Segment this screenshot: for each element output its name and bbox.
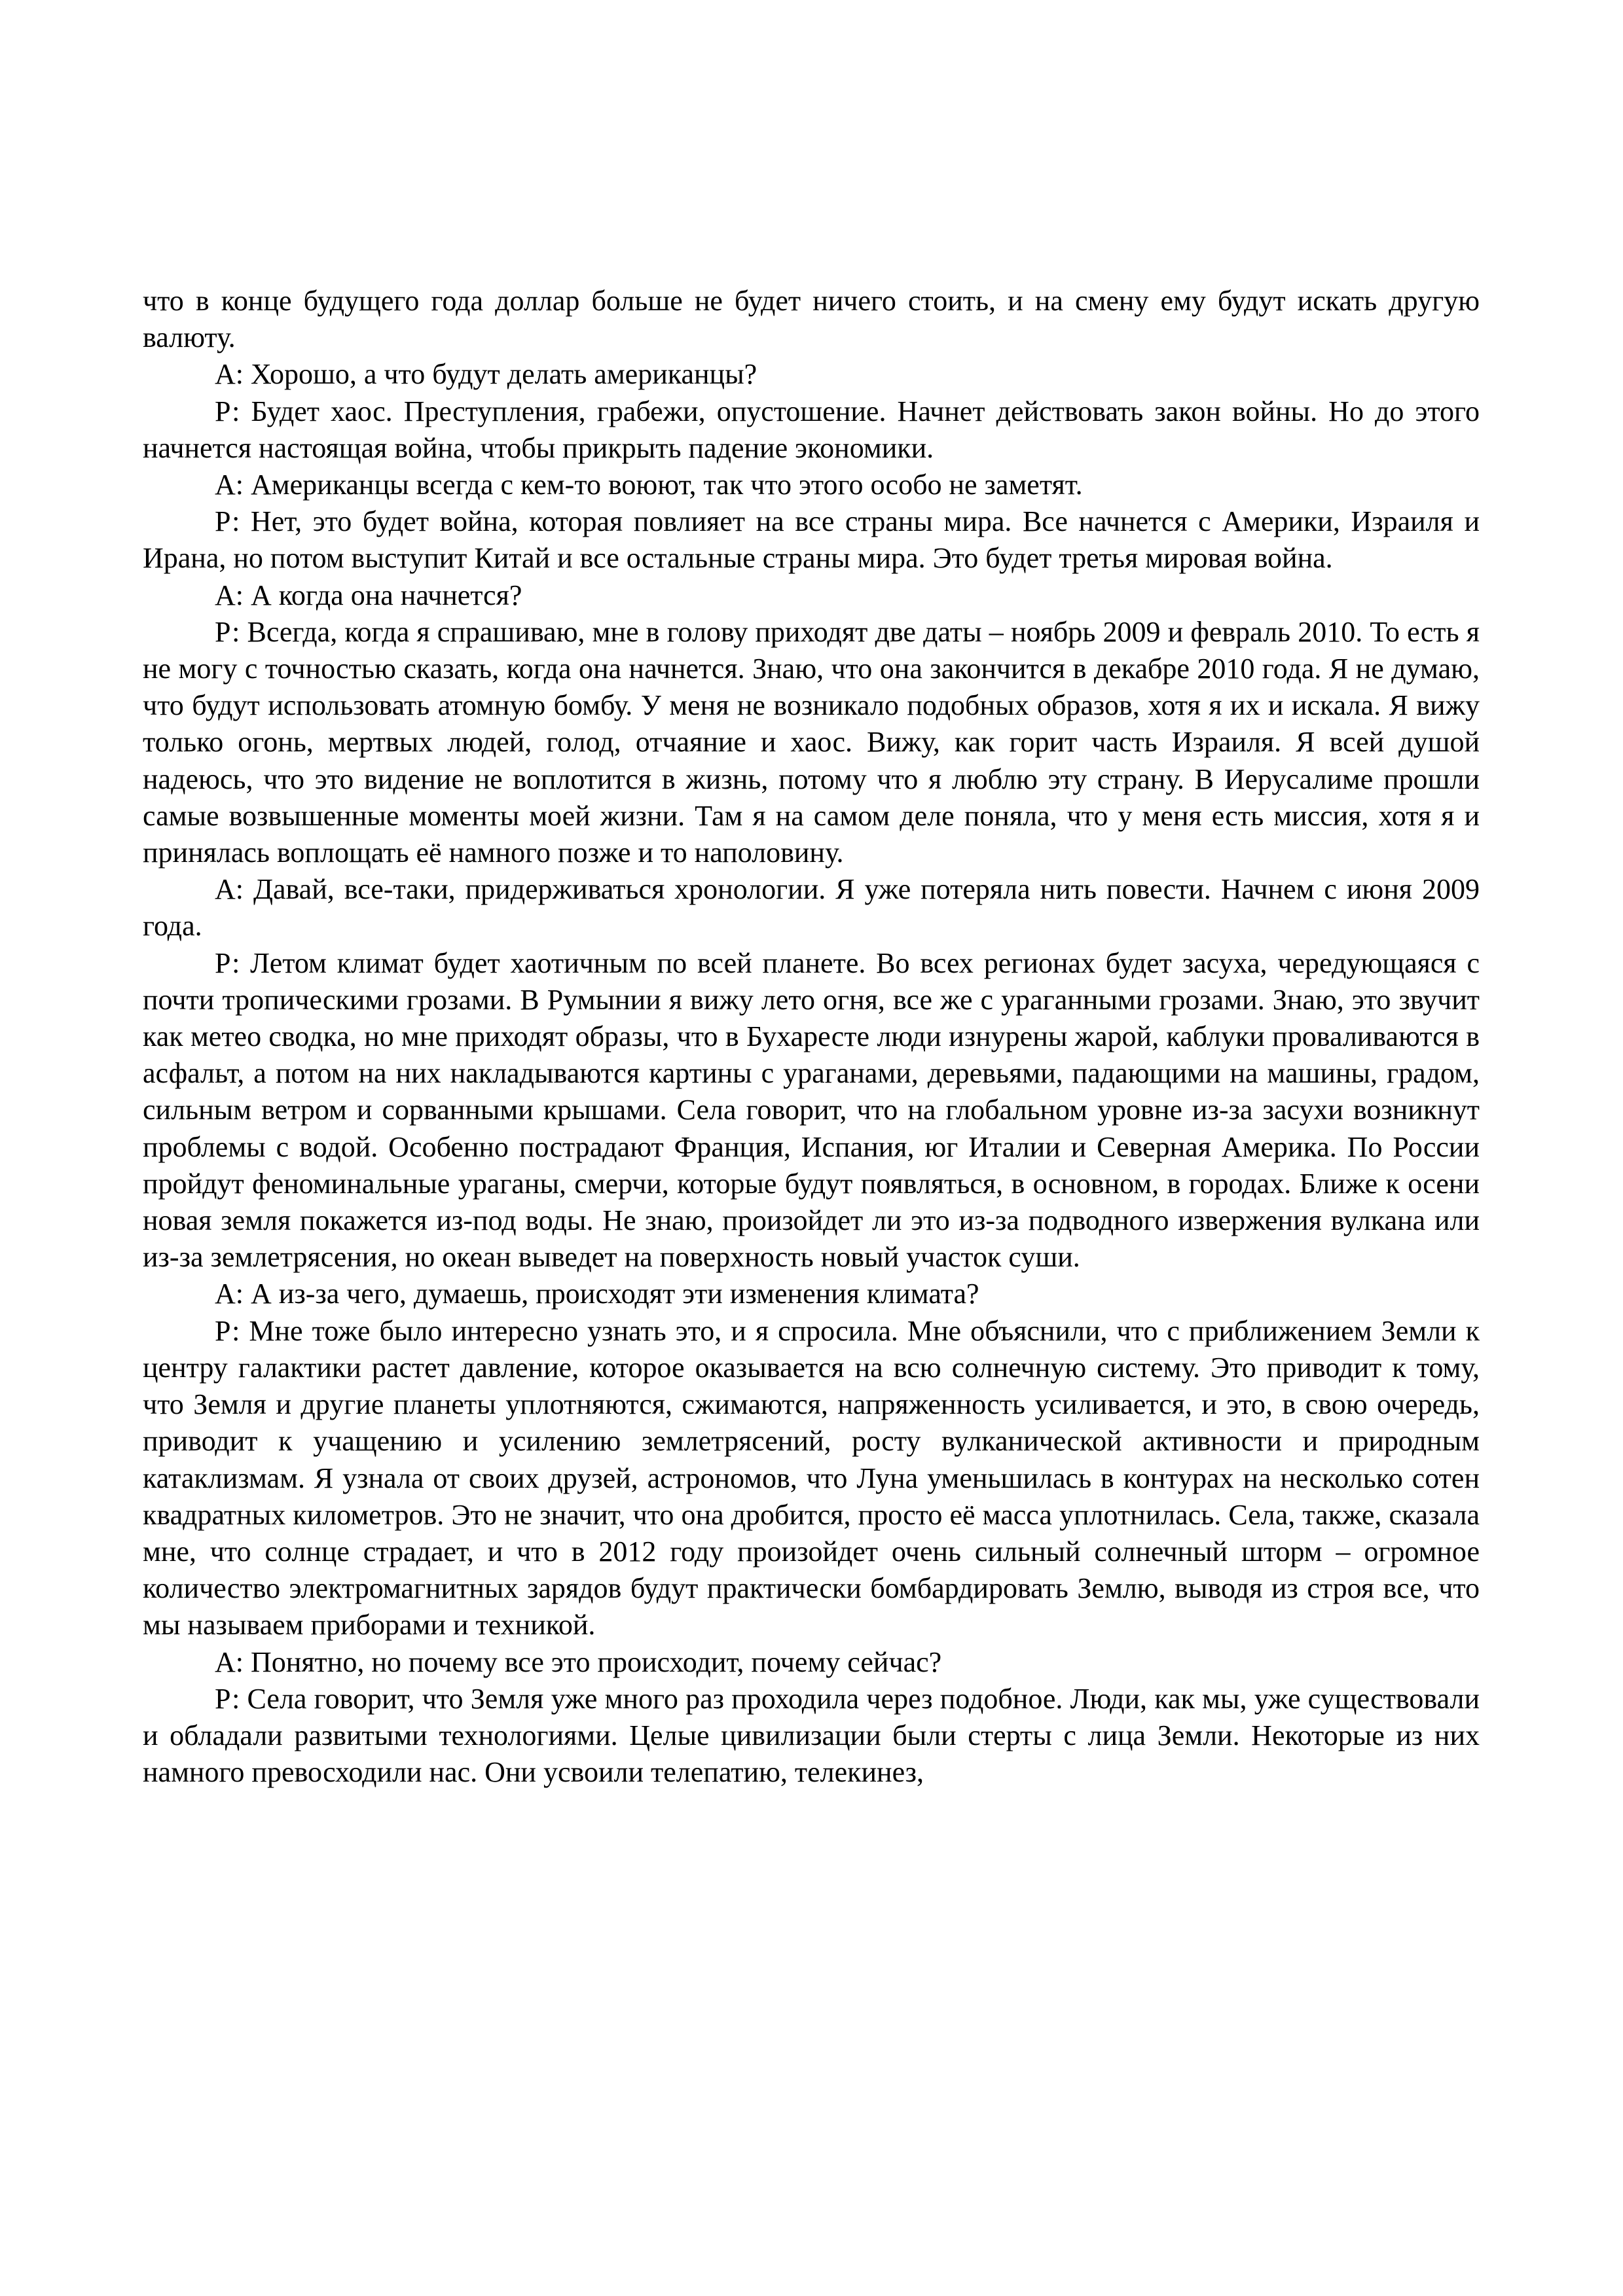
paragraph-2: А: Хорошо, а что будут делать американцы? (215, 358, 757, 391)
paragraph-11: Р: Мне тоже было интересно узнать это, и я спросила. Мне объяснили, что с приближением Земли к центру галактики растет давление, которое оказывается на всю солнечную систему. Это приводит к тому, что Земля и другие планеты уплотняются, сжимаются, напряженность усиливается, и это, в свою очередь, приводит к учащению и усилению землетрясений, росту вулканической активности и природным катаклизмам. Я узнала от своих друзей, астрономов, что Луна уменьшилась в контурах на несколько сотен квадратных километров. Это не значит, что она дробится, просто её масса уплотнилась. Села, также, сказала мне, что солнце страдает, и что в 2012 году произойдет очень сильный солнечный шторм – огромное количество электромагнитных зарядов будут практически бомбардировать Землю, выводя из строя все, что мы называем приборами и техникой. (143, 1314, 1480, 1641)
document-body (143, 283, 1480, 1791)
paragraph-3: Р: Будет хаос. Преступления, грабежи, опустошение. Начнет действовать закон войны. Но до этого начнется настоящая война, чтобы прикрыть падение экономики. (143, 395, 1480, 464)
paragraph-6: А: А когда она начнется? (215, 579, 522, 611)
paragraph-7: Р: Всегда, когда я спрашиваю, мне в голову приходят две даты – ноябрь 2009 и февраль 2010. То есть я не могу с точностью сказать, когда она начнется. Знаю, что она закончится в декабре 2010 года. Я не думаю, что будут использовать атомную бомбу. У меня не возникало подобных образов, хотя я их и искала. Я вижу только огонь, мертвых людей, голод, отчаяние и хаос. Вижу, как горит часть Израиля. Я всей душой надеюсь, что это видение не воплотится в жизнь, потому что я люблю эту страну. В Иерусалиме прошли самые возвышенные моменты моей жизни. Там я на самом деле поняла, что у меня есть миссия, хотя я и принялась воплощать её намного позже и то наполовину. (143, 615, 1480, 869)
paragraph-9: Р: Летом климат будет хаотичным по всей планете. Во всех регионах будет засуха, чередующаяся с почти тропическими грозами. В Румынии я вижу лето огня, все же с ураганными грозами. Знаю, это звучит как метео сводка, но мне приходят образы, что в Бухаресте люди изнурены жарой, каблуки проваливаются в асфальт, а потом на них накладываются картины с ураганами, деревьями, падающими на машины, градом, сильным ветром и сорванными крышами. Села говорит, что на глобальном уровне из-за засухи возникнут проблемы с водой. Особенно пострадают Франция, Испания, юг Италии и Северная Америка. По России пройдут феноминальные ураганы, смерчи, которые будут появляться, в основном, в городах. Ближе к осени новая земля покажется из-под воды. Не знаю, произойдет ли это из-за подводного извержения вулкана или из-за землетрясения, но океан выведет на поверхность новый участок суши. (143, 946, 1480, 1274)
paragraph-5: Р: Нет, это будет война, которая повлияет на все страны мира. Все начнется с Америки, Израиля и Ирана, но потом выступит Китай и все остальные страны мира. Это будет третья мировая война. (143, 505, 1480, 575)
paragraph-13: Р: Села говорит, что Земля уже много раз проходила через подобное. Люди, как мы, уже существовали и обладали развитыми технологиями. Целые цивилизации были стерты с лица Земли. Некоторые из них намного превосходили нас. Они усвоили телепатию, телекинез, (143, 1682, 1480, 1789)
paragraph-10: А: А из-за чего, думаешь, происходят эти изменения климата? (215, 1278, 979, 1310)
paragraph-8: А: Давай, все-таки, придерживаться хронологии. Я уже потеряла нить повести. Начнем с июня 2009 года. (143, 873, 1480, 942)
paragraph-4: А: Американцы всегда с кем-то воюют, так что этого особо не заметят. (215, 469, 1083, 501)
paragraph-1: что в конце будущего года доллар больше не будет ничего стоить, и на смену ему будут искать другую валюту. (143, 285, 1480, 354)
paragraph-12: А: Понятно, но почему все это происходит, почему сейчас? (215, 1645, 942, 1678)
